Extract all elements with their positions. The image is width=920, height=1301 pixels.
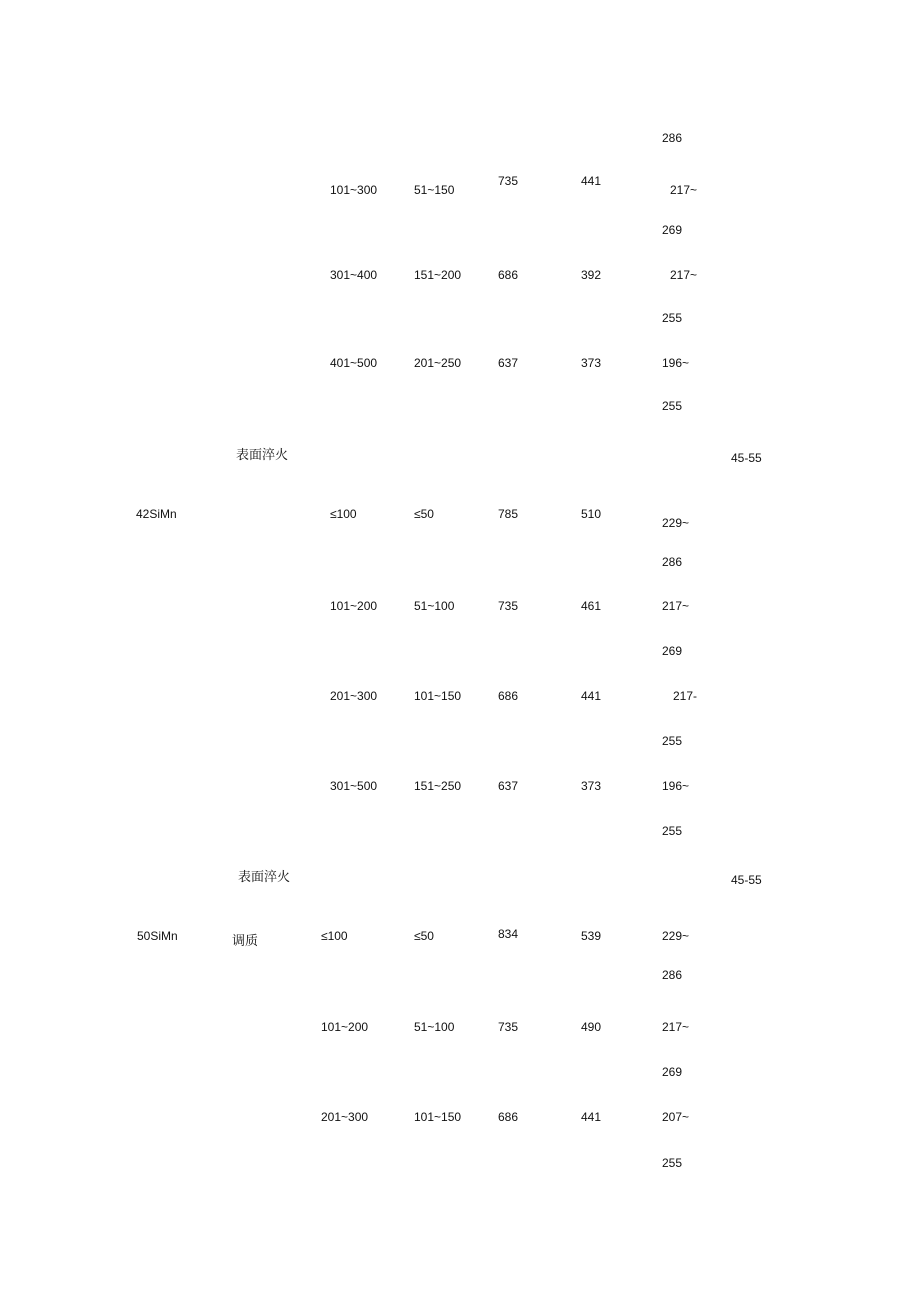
hardness-cell-a: 217~ — [662, 599, 690, 613]
diameter-cell: 401~500 — [330, 356, 378, 370]
diameter-cell: 101~200 — [321, 1020, 369, 1034]
diameter-cell: 101~200 — [330, 599, 378, 613]
yield-strength-cell: 392 — [581, 268, 602, 282]
yield-strength-cell: 373 — [581, 356, 602, 370]
diameter-cell: ≤100 — [321, 929, 348, 943]
surface-hardness-value: 45-55 — [731, 873, 762, 887]
thickness-cell: 201~250 — [414, 356, 462, 370]
tensile-strength-cell: 686 — [498, 268, 519, 282]
tensile-strength-cell: 637 — [498, 356, 519, 370]
tensile-strength-cell: 735 — [498, 599, 519, 613]
treatment-label: 调质 — [232, 934, 259, 949]
tensile-strength-cell: 735 — [498, 174, 519, 188]
surface-quench-label: 表面淬火 — [238, 870, 291, 885]
hardness-cell-b: 255 — [662, 1156, 683, 1170]
tensile-strength-cell: 834 — [498, 927, 519, 941]
diameter-cell: 301~500 — [330, 779, 378, 793]
yield-strength-cell: 373 — [581, 779, 602, 793]
yield-strength-cell: 461 — [581, 599, 602, 613]
hardness-cell-b: 255 — [662, 734, 683, 748]
yield-strength-cell: 539 — [581, 929, 602, 943]
hardness-cell-a: 229~ — [662, 516, 690, 530]
tensile-strength-cell: 686 — [498, 1110, 519, 1124]
hardness-cell-b: 286 — [662, 968, 683, 982]
tensile-strength-cell: 785 — [498, 507, 519, 521]
surface-hardness-value: 45-55 — [731, 451, 762, 465]
yield-strength-cell: 441 — [581, 689, 602, 703]
hardness-cell-a: 196~ — [662, 356, 690, 370]
thickness-cell: ≤50 — [414, 507, 434, 521]
hardness-cell-b: 269 — [662, 1065, 683, 1079]
hardness-cell-top-carryover: 286 — [662, 131, 683, 145]
hardness-cell-b: 255 — [662, 311, 683, 325]
diameter-cell: 201~300 — [330, 689, 378, 703]
diameter-cell: 301~400 — [330, 268, 378, 282]
yield-strength-cell: 490 — [581, 1020, 602, 1034]
hardness-cell-a: 196~ — [662, 779, 690, 793]
hardness-cell-a: 217~ — [662, 1020, 690, 1034]
material-name: 42SiMn — [136, 507, 177, 521]
thickness-cell: 101~150 — [414, 689, 462, 703]
tensile-strength-cell: 637 — [498, 779, 519, 793]
hardness-cell-a: 229~ — [662, 929, 690, 943]
diameter-cell: 201~300 — [321, 1110, 369, 1124]
surface-quench-label: 表面淬火 — [236, 448, 289, 463]
hardness-cell-b: 269 — [662, 223, 683, 237]
thickness-cell: 51~100 — [414, 1020, 455, 1034]
yield-strength-cell: 441 — [581, 174, 602, 188]
hardness-cell-b: 286 — [662, 555, 683, 569]
hardness-cell-b: 269 — [662, 644, 683, 658]
tensile-strength-cell: 735 — [498, 1020, 519, 1034]
yield-strength-cell: 441 — [581, 1110, 602, 1124]
diameter-cell: 101~300 — [330, 183, 378, 197]
hardness-cell-a: 217~ — [670, 268, 698, 282]
hardness-cell-a: 217~ — [670, 183, 698, 197]
diameter-cell: ≤100 — [330, 507, 357, 521]
hardness-cell-a: 217- — [673, 689, 698, 703]
tensile-strength-cell: 686 — [498, 689, 519, 703]
thickness-cell: 51~100 — [414, 599, 455, 613]
thickness-cell: 151~200 — [414, 268, 462, 282]
hardness-cell-a: 207~ — [662, 1110, 690, 1124]
hardness-cell-b: 255 — [662, 824, 683, 838]
hardness-cell-b: 255 — [662, 399, 683, 413]
thickness-cell: 51~150 — [414, 183, 455, 197]
thickness-cell: ≤50 — [414, 929, 434, 943]
thickness-cell: 101~150 — [414, 1110, 462, 1124]
material-name: 50SiMn — [137, 929, 178, 943]
yield-strength-cell: 510 — [581, 507, 602, 521]
thickness-cell: 151~250 — [414, 779, 462, 793]
